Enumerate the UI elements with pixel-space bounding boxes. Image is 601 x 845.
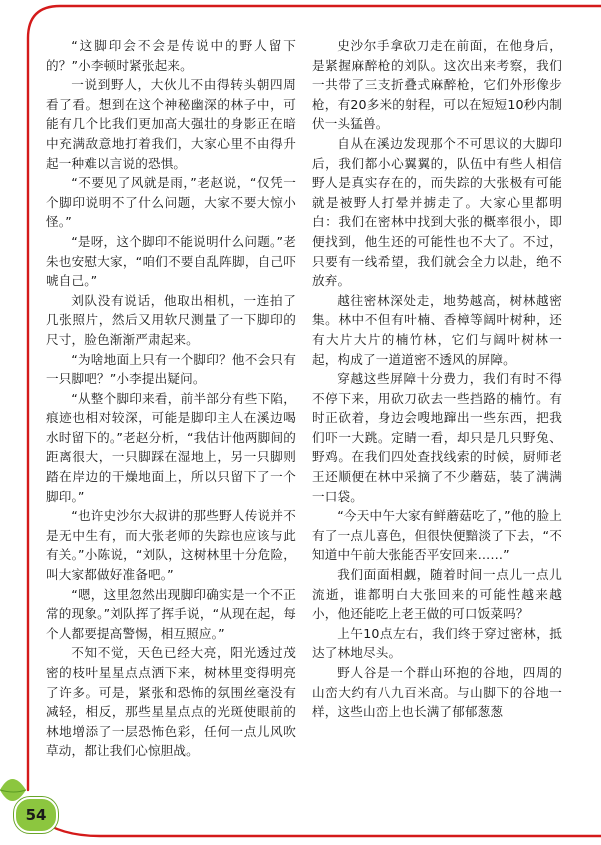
page-number-badge: 54 <box>14 797 58 833</box>
paragraph: 穿越这些屏障十分费力，我们有时不得不停下来，用砍刀砍去一些挡路的楠竹。有时正砍着，身边会嗖地蹿出一些东西，把我们吓一大跳。定睛一看，却只是几只野兔、野鸡。在我们四处查找线索的时候，厨师老王还顺便在林中采摘了不少蘑菇，装了满满一口袋。 <box>312 371 562 504</box>
paragraph: “不要见了风就是雨，”老赵说，“仅凭一个脚印说明不了什么问题，大家不要大惊小怪。” <box>46 175 296 230</box>
paragraph: 刘队没有说话，他取出相机，一连拍了几张照片，然后又用软尺测量了一下脚印的尺寸，脸色渐渐严肃起来。 <box>46 292 296 347</box>
paragraph: 越往密林深处走，地势越高，树林越密集。林中不但有叶楠、香樟等阔叶树种，还有大片大片的楠竹林，它们与阔叶树林一起，构成了一道道密不透风的屏障。 <box>312 292 562 367</box>
paragraph: 野人谷是一个群山环抱的谷地，四周的山峦大约有八九百米高。与山脚下的谷地一样，这些山峦上也长满了郁郁葱葱 <box>312 665 562 720</box>
left-text-column <box>46 36 296 761</box>
paragraph: 不知不觉，天色已经大亮，阳光透过茂密的枝叶星星点点洒下来，树林里变得明亮了许多。可是，紧张和恐怖的氛围丝毫没有减轻，相反，那些星星点点的光斑使眼前的林地增添了一层恐怖色彩，任何一点儿风吹草动，都让我们心惊胆战。 <box>46 645 296 759</box>
paragraph: “为啥地面上只有一个脚印？他不会只有一只脚吧？”小李提出疑问。 <box>46 351 296 387</box>
paragraph: “今天中午大家有鲜蘑菇吃了，”他的脸上有了一点儿喜色，但很快便黯淡了下去，“不知道中午前大张能否平安回来……” <box>312 508 562 563</box>
paragraph: “嗯，这里忽然出现脚印确实是一个不正常的现象。”刘队挥了挥手说，“从现在起，每个人都要提高警惕，相互照应。” <box>46 586 296 641</box>
paragraph: 一说到野人，大伙儿不由得转头朝四周看了看。想到在这个神秘幽深的林子中，可能有几个比我们更加高大强壮的身影正在暗中充满敌意地打着我们，大家心里不由得升起一种难以言说的恐惧。 <box>46 77 296 171</box>
right-text-column <box>312 36 562 722</box>
paragraph: “是呀，这个脚印不能说明什么问题。”老朱也安慰大家，“咱们不要自乱阵脚，自己吓唬自己。” <box>46 233 296 289</box>
paragraph: “也许史沙尔大叔讲的那些野人传说并不是无中生有，而大张老师的失踪也应该与此有关。”小陈说，“刘队，这树林里十分危险，叫大家都做好准备吧。” <box>46 508 296 583</box>
paragraph: 自从在溪边发现那个不可思议的大脚印后，我们都小心翼翼的，队伍中有些人相信野人是真实存在的，而失踪的大张极有可能就是被野人打晕并掳走了。大家心里都明白：我们在密林中找到大张的概率很小，即便找到，他生还的可能性也不大了。不过，只要有一线希望，我们就会全力以赴，绝不放弃。 <box>312 135 562 289</box>
paragraph: 上午10点左右，我们终于穿过密林，抵达了林地尽头。 <box>312 625 562 661</box>
paragraph: 史沙尔手拿砍刀走在前面，在他身后，是紧握麻醉枪的刘队。这次出来考察，我们一共带了三支折叠式麻醉枪，它们外形像步枪，有20多米的射程，可以在短短10秒内制伏一头猛兽。 <box>312 38 562 132</box>
paragraph: “这脚印会不会是传说中的野人留下的？”小李顿时紧张起来。 <box>46 38 296 73</box>
paragraph: 我们面面相觑，随着时间一点儿一点儿流逝，谁都明白大张回来的可能性越来越小，他还能吃上老王做的可口饭菜吗？ <box>312 567 562 622</box>
paragraph: “从整个脚印来看，前半部分有些下陷，痕迹也相对较深，可能是脚印主人在溪边喝水时留下的。”老赵分析，“我估计他两脚间的距离很大，一只脚踩在湿地上，另一只脚则踏在岸边的干燥地面上，所以只留下了一个脚印。” <box>46 390 296 504</box>
red-frame-bottom-line <box>38 818 601 836</box>
